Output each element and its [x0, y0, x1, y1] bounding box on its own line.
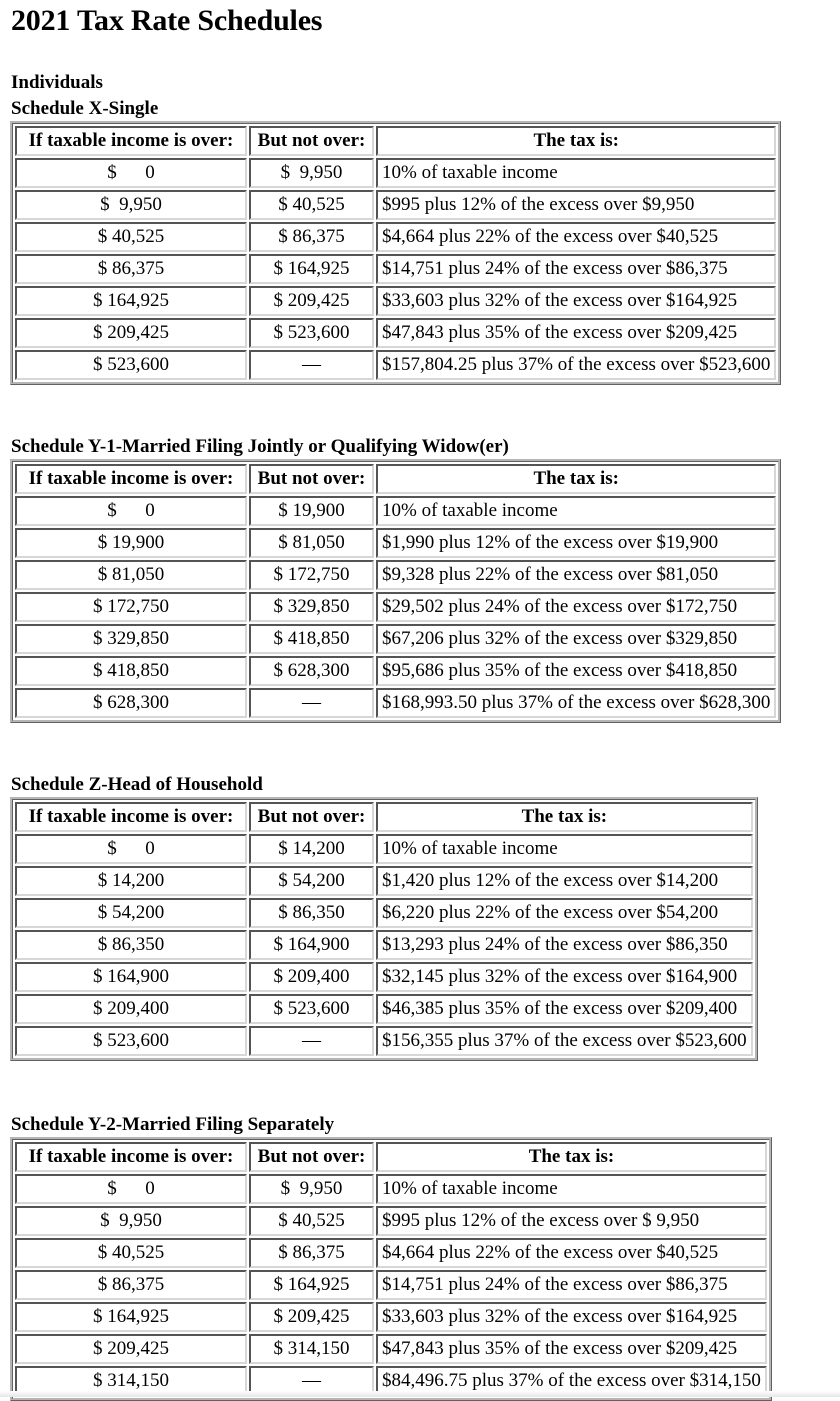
not-over-cell: — — [249, 1366, 374, 1396]
header-income-over: If taxable income is over: — [15, 1142, 247, 1172]
table-row — [15, 688, 776, 718]
individuals-label: Individuals — [11, 72, 103, 93]
income-over-cell: $ 209,425 — [15, 318, 247, 348]
header-not-over: But not over: — [249, 126, 374, 156]
not-over-cell: $ 9,950 — [249, 158, 374, 188]
tax-formula-cell: $1,420 plus 12% of the excess over $14,200 — [376, 866, 753, 896]
header-tax: The tax is: — [376, 802, 753, 832]
table-row — [15, 834, 753, 864]
table-row — [15, 190, 776, 220]
header-not-over: But not over: — [249, 1142, 374, 1172]
not-over-cell: $ 209,425 — [249, 1302, 374, 1332]
not-over-cell: — — [249, 688, 374, 718]
income-over-cell: $ 164,925 — [15, 1302, 247, 1332]
table-row — [15, 222, 776, 252]
header-not-over: But not over: — [249, 802, 374, 832]
schedule-y1-table — [10, 459, 781, 723]
income-over-cell: $ 418,850 — [15, 656, 247, 686]
tax-formula-cell: $95,686 plus 35% of the excess over $418,850 — [376, 656, 776, 686]
not-over-cell: $ 19,900 — [249, 496, 374, 526]
not-over-cell: $ 628,300 — [249, 656, 374, 686]
table-row — [15, 1026, 753, 1056]
tax-formula-cell: $995 plus 12% of the excess over $9,950 — [376, 190, 776, 220]
tax-formula-cell: 10% of taxable income — [376, 834, 753, 864]
income-over-cell: $ 209,400 — [15, 994, 247, 1024]
income-over-cell: $ 54,200 — [15, 898, 247, 928]
table-row — [15, 898, 753, 928]
not-over-cell: $ 9,950 — [249, 1174, 374, 1204]
table-row — [15, 560, 776, 590]
not-over-cell: $ 164,925 — [249, 1270, 374, 1300]
income-over-cell: $ 329,850 — [15, 624, 247, 654]
income-over-cell: $ 209,425 — [15, 1334, 247, 1364]
table-row — [15, 528, 776, 558]
income-over-cell: $ 523,600 — [15, 350, 247, 380]
income-over-cell: $ 40,525 — [15, 1238, 247, 1268]
table-row — [15, 1270, 767, 1300]
income-over-cell: $ 86,375 — [15, 254, 247, 284]
not-over-cell: $ 14,200 — [249, 834, 374, 864]
page-title: 2021 Tax Rate Schedules — [11, 4, 323, 37]
header-income-over: If taxable income is over: — [15, 464, 247, 494]
income-over-cell: $ 9,950 — [15, 190, 247, 220]
tax-formula-cell: $157,804.25 plus 37% of the excess over $523,600 — [376, 350, 776, 380]
not-over-cell: $ 54,200 — [249, 866, 374, 896]
tax-formula-cell: $67,206 plus 32% of the excess over $329,850 — [376, 624, 776, 654]
tax-formula-cell: $14,751 plus 24% of the excess over $86,375 — [376, 1270, 767, 1300]
table-row — [15, 1174, 767, 1204]
table-row — [15, 318, 776, 348]
tax-formula-cell: 10% of taxable income — [376, 1174, 767, 1204]
tax-formula-cell: $13,293 plus 24% of the excess over $86,350 — [376, 930, 753, 960]
income-over-cell: $ 164,925 — [15, 286, 247, 316]
income-over-cell: $ 81,050 — [15, 560, 247, 590]
tax-formula-cell: $4,664 plus 22% of the excess over $40,525 — [376, 1238, 767, 1268]
tax-formula-cell: $84,496.75 plus 37% of the excess over $314,150 — [376, 1366, 767, 1396]
tax-formula-cell: $6,220 plus 22% of the excess over $54,200 — [376, 898, 753, 928]
header-not-over: But not over: — [249, 464, 374, 494]
tax-formula-cell: $995 plus 12% of the excess over $ 9,950 — [376, 1206, 767, 1236]
not-over-cell: $ 172,750 — [249, 560, 374, 590]
not-over-cell: $ 523,600 — [249, 318, 374, 348]
header-tax: The tax is: — [376, 1142, 767, 1172]
tax-formula-cell: $9,328 plus 22% of the excess over $81,050 — [376, 560, 776, 590]
income-over-cell: $ 14,200 — [15, 866, 247, 896]
table-row — [15, 592, 776, 622]
table-row — [15, 254, 776, 284]
income-over-cell: $ 86,350 — [15, 930, 247, 960]
not-over-cell: $ 86,375 — [249, 1238, 374, 1268]
not-over-cell: — — [249, 1026, 374, 1056]
not-over-cell: $ 209,425 — [249, 286, 374, 316]
table-row — [15, 962, 753, 992]
table-row — [15, 350, 776, 380]
schedule-x-title: Schedule X-Single — [11, 98, 159, 119]
tax-formula-cell: $29,502 plus 24% of the excess over $172,750 — [376, 592, 776, 622]
header-row — [15, 1142, 767, 1172]
schedule-y2-title: Schedule Y-2-Married Filing Separately — [11, 1114, 335, 1135]
table-row — [15, 1238, 767, 1268]
not-over-cell: $ 86,375 — [249, 222, 374, 252]
table-row — [15, 158, 776, 188]
header-row — [15, 802, 753, 832]
tax-formula-cell: $33,603 plus 32% of the excess over $164,925 — [376, 286, 776, 316]
table-row — [15, 496, 776, 526]
income-over-cell: $ 628,300 — [15, 688, 247, 718]
not-over-cell: $ 86,350 — [249, 898, 374, 928]
tax-formula-cell: 10% of taxable income — [376, 496, 776, 526]
tax-formula-cell: $14,751 plus 24% of the excess over $86,375 — [376, 254, 776, 284]
not-over-cell: $ 329,850 — [249, 592, 374, 622]
table-row — [15, 930, 753, 960]
header-income-over: If taxable income is over: — [15, 802, 247, 832]
tax-formula-cell: $156,355 plus 37% of the excess over $523,600 — [376, 1026, 753, 1056]
schedule-z-title: Schedule Z-Head of Household — [11, 774, 263, 795]
header-tax: The tax is: — [376, 464, 776, 494]
not-over-cell: $ 81,050 — [249, 528, 374, 558]
table-row — [15, 1302, 767, 1332]
tax-formula-cell: $168,993.50 plus 37% of the excess over $628,300 — [376, 688, 776, 718]
table-row — [15, 656, 776, 686]
tax-formula-cell: $47,843 plus 35% of the excess over $209,425 — [376, 318, 776, 348]
not-over-cell: $ 314,150 — [249, 1334, 374, 1364]
header-row — [15, 126, 776, 156]
income-over-cell: $ 9,950 — [15, 1206, 247, 1236]
income-over-cell: $ 19,900 — [15, 528, 247, 558]
tax-formula-cell: $33,603 plus 32% of the excess over $164,925 — [376, 1302, 767, 1332]
not-over-cell: $ 40,525 — [249, 190, 374, 220]
schedule-y1-title: Schedule Y-1-Married Filing Jointly or Qualifying Widow(er) — [11, 436, 509, 457]
header-tax: The tax is: — [376, 126, 776, 156]
tax-formula-cell: 10% of taxable income — [376, 158, 776, 188]
not-over-cell: $ 418,850 — [249, 624, 374, 654]
table-row — [15, 286, 776, 316]
income-over-cell: $ 523,600 — [15, 1026, 247, 1056]
tax-formula-cell: $46,385 plus 35% of the excess over $209,400 — [376, 994, 753, 1024]
income-over-cell: $ 172,750 — [15, 592, 247, 622]
tax-formula-cell: $47,843 plus 35% of the excess over $209,425 — [376, 1334, 767, 1364]
schedule-y2-table — [10, 1137, 772, 1401]
table-row — [15, 624, 776, 654]
header-income-over: If taxable income is over: — [15, 126, 247, 156]
table-row — [15, 1334, 767, 1364]
header-row — [15, 464, 776, 494]
income-over-cell: $ 86,375 — [15, 1270, 247, 1300]
income-over-cell: $ 0 — [15, 834, 247, 864]
table-row — [15, 866, 753, 896]
not-over-cell: $ 164,900 — [249, 930, 374, 960]
income-over-cell: $ 0 — [15, 496, 247, 526]
income-over-cell: $ 314,150 — [15, 1366, 247, 1396]
tax-formula-cell: $1,990 plus 12% of the excess over $19,900 — [376, 528, 776, 558]
table-row — [15, 1206, 767, 1236]
income-over-cell: $ 40,525 — [15, 222, 247, 252]
income-over-cell: $ 0 — [15, 1174, 247, 1204]
table-row — [15, 994, 753, 1024]
tax-formula-cell: $32,145 plus 32% of the excess over $164,900 — [376, 962, 753, 992]
page-bottom-edge — [0, 1391, 840, 1397]
schedule-x-table — [10, 121, 781, 385]
not-over-cell: $ 164,925 — [249, 254, 374, 284]
not-over-cell: $ 523,600 — [249, 994, 374, 1024]
not-over-cell: $ 40,525 — [249, 1206, 374, 1236]
tax-formula-cell: $4,664 plus 22% of the excess over $40,525 — [376, 222, 776, 252]
not-over-cell: $ 209,400 — [249, 962, 374, 992]
income-over-cell: $ 0 — [15, 158, 247, 188]
schedule-z-table — [10, 797, 758, 1061]
income-over-cell: $ 164,900 — [15, 962, 247, 992]
not-over-cell: — — [249, 350, 374, 380]
